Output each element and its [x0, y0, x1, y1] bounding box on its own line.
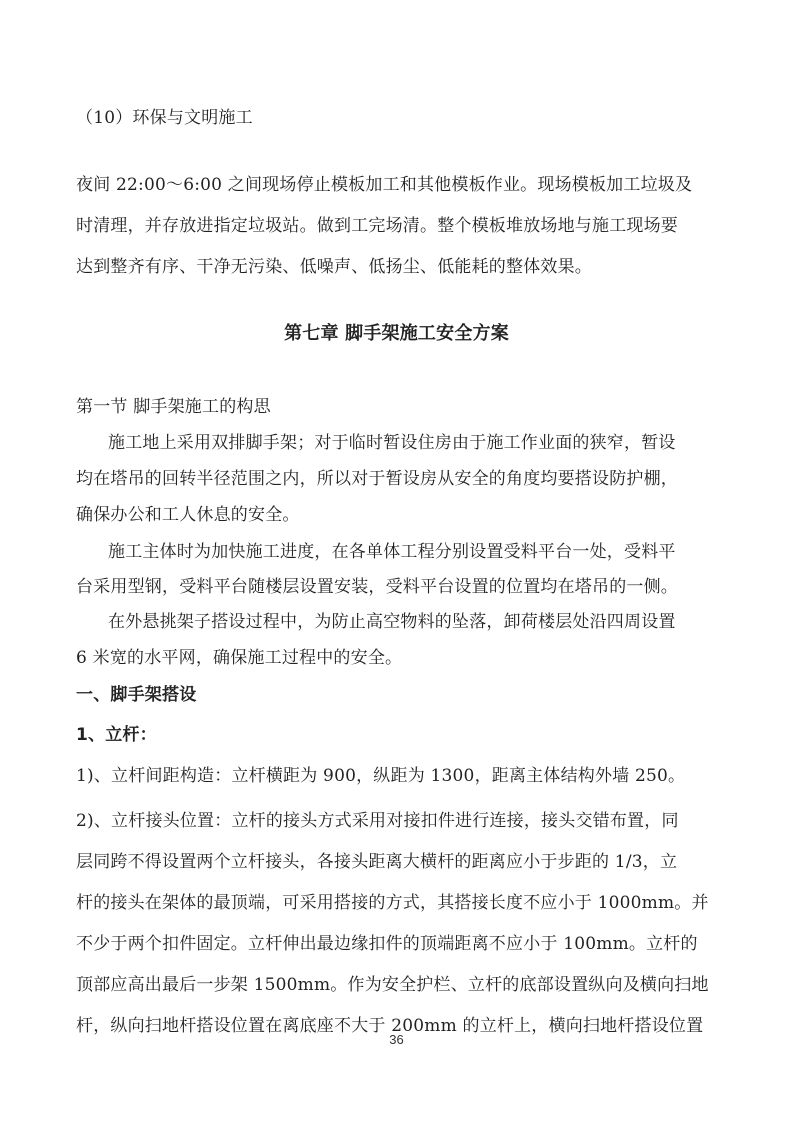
list-item: 1)、立杆间距构造：立杆横距为 900，纵距为 1300，距离主体结构外墙 250。: [76, 766, 686, 786]
paragraph-line: 施工主体时为加快施工进度，在各单体工程分别设置受料平台一处，受料平: [108, 542, 676, 562]
section-title: 第一节 脚手架施工的构思: [76, 397, 271, 417]
paragraph-line: 确保办公和工人休息的安全。: [76, 505, 300, 525]
paragraph-line: 在外悬挑架子搭设过程中，为防止高空物料的坠落，卸荷楼层处沿四周设置: [108, 612, 676, 632]
paragraph-line: 2)、立杆接头位置：立杆的接头方式采用对接扣件进行连接，接头交错布置，同: [76, 811, 679, 831]
paragraph-line: 不少于两个扣件固定。立杆伸出最边缘扣件的顶端距离不应小于 100mm。立杆的: [76, 934, 698, 954]
subheading: 1、立杆：: [76, 725, 157, 745]
paragraph-line: 6 米宽的水平网，确保施工过程中的安全。: [76, 648, 403, 668]
paragraph-line: 层同跨不得设置两个立杆接头，各接头距离大横杆的距离应小于步距的 1/3，立: [76, 852, 678, 872]
paragraph-line: 施工地上采用双排脚手架；对于临时暂设住房由于施工作业面的狭窄，暂设: [108, 433, 676, 453]
paragraph-line: 杆的接头在架体的最顶端，可采用搭接的方式，其搭接长度不应小于 1000mm。并: [76, 893, 709, 913]
paragraph-line: 时清理，并存放进指定垃圾站。做到工完场清。整个模板堆放场地与施工现场要: [76, 216, 678, 236]
paragraph-line: 达到整齐有序、干净无污染、低噪声、低扬尘、低能耗的整体效果。: [76, 257, 592, 277]
paragraph-line: 杆，纵向扫地杆搭设位置在离底座不大于 200mm 的立杆上，横向扫地杆搭设位置: [76, 1016, 704, 1036]
subheading: 一、脚手架搭设: [76, 685, 197, 705]
paragraph-line: 均在塔吊的回转半径范围之内，所以对于暂设房从安全的角度均要搭设防护棚，: [76, 469, 678, 489]
paragraph-line: 台采用型钢，受料平台随楼层设置安装，受料平台设置的位置均在塔吊的一侧。: [76, 577, 678, 597]
paragraph-line: 顶部应高出最后一步架 1500mm。作为安全护栏、立杆的底部设置纵向及横向扫地: [76, 975, 709, 995]
chapter-title: 第七章 脚手架施工安全方案: [284, 323, 509, 344]
section-10-title: （10）环保与文明施工: [76, 108, 253, 128]
page-number: 36: [389, 1032, 404, 1047]
paragraph-line: 夜间 22:00～6:00 之间现场停止模板加工和其他模板作业。现场模板加工垃圾及: [76, 175, 693, 195]
